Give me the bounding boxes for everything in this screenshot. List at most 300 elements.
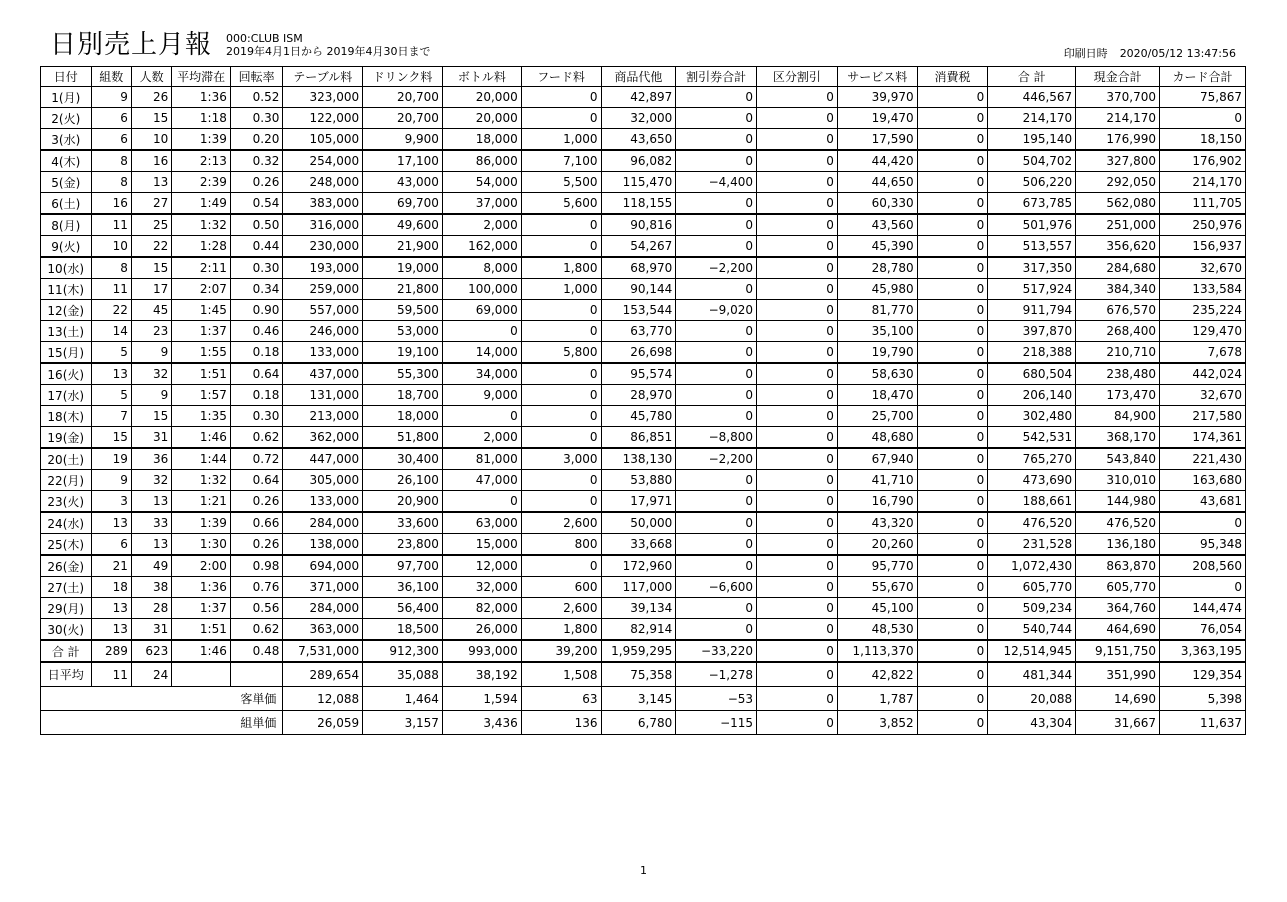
table-cell: 214,170 (988, 108, 1076, 129)
table-cell: 213,000 (283, 406, 363, 427)
table-cell: 59,500 (363, 300, 443, 321)
table-cell: 20,700 (363, 108, 443, 129)
table-cell: 464,690 (1076, 619, 1160, 641)
table-cell: 473,690 (988, 470, 1076, 491)
table-cell: 12,514,945 (988, 640, 1076, 662)
table-cell: 1,959,295 (601, 640, 676, 662)
table-row (41, 214, 1246, 236)
table-cell: 28,780 (837, 257, 917, 279)
table-cell: 53,000 (363, 321, 443, 342)
table-cell: 0 (917, 172, 988, 193)
table-cell: 362,000 (283, 427, 363, 449)
table-cell: 23,800 (363, 534, 443, 556)
table-cell: 55,300 (363, 363, 443, 385)
table-cell: 153,544 (601, 300, 676, 321)
table-cell: 0 (757, 279, 838, 300)
table-row (41, 534, 1246, 556)
table-cell: 16 (131, 150, 171, 172)
per-customer-row (41, 687, 1246, 711)
table-cell: 0 (757, 129, 838, 151)
table-cell: 310,010 (1076, 470, 1160, 491)
table-cell: 31 (131, 427, 171, 449)
table-cell: 0 (757, 577, 838, 598)
table-cell: 0 (917, 687, 988, 711)
table-cell: 0 (521, 236, 601, 258)
table-cell: 292,050 (1076, 172, 1160, 193)
table-cell: 0 (676, 598, 757, 619)
table-cell: 0 (757, 214, 838, 236)
table-cell: 542,531 (988, 427, 1076, 449)
column-header: 現金合計 (1076, 67, 1160, 87)
table-cell: 16 (91, 193, 131, 215)
table-cell: 51,800 (363, 427, 443, 449)
table-cell: 370,700 (1076, 87, 1160, 108)
table-cell: 90,144 (601, 279, 676, 300)
table-row (41, 363, 1246, 385)
table-cell: 0.62 (230, 619, 283, 641)
table-cell: 22 (91, 300, 131, 321)
table-cell: 8 (91, 257, 131, 279)
table-cell: 0 (757, 87, 838, 108)
table-cell: 0 (917, 577, 988, 598)
table-cell: 58,630 (837, 363, 917, 385)
table-cell: 39,970 (837, 87, 917, 108)
table-cell: 32,670 (1160, 257, 1246, 279)
table-row (41, 512, 1246, 534)
table-row (41, 385, 1246, 406)
table-cell: 13 (91, 363, 131, 385)
table-cell: 0 (521, 321, 601, 342)
table-cell: 84,900 (1076, 406, 1160, 427)
table-row (41, 619, 1246, 641)
table-cell: 317,350 (988, 257, 1076, 279)
table-cell: 210,710 (1076, 342, 1160, 364)
table-cell: 0.30 (230, 257, 283, 279)
table-cell: 911,794 (988, 300, 1076, 321)
table-cell: 1:45 (172, 300, 231, 321)
column-header: ボトル料 (442, 67, 521, 87)
table-cell: 11(木) (41, 279, 92, 300)
table-cell: 81,000 (442, 448, 521, 470)
table-cell: 26,059 (283, 711, 363, 735)
table-cell: 0 (521, 555, 601, 577)
table-cell: 13 (91, 512, 131, 534)
table-cell: 43,320 (837, 512, 917, 534)
table-cell: 15 (131, 406, 171, 427)
table-cell: 26,698 (601, 342, 676, 364)
table-cell: −2,200 (676, 257, 757, 279)
table-cell: 605,770 (988, 577, 1076, 598)
table-cell: 68,970 (601, 257, 676, 279)
table-cell: 0 (676, 193, 757, 215)
table-cell: 0 (757, 108, 838, 129)
table-cell: 11,637 (1160, 711, 1246, 735)
daily-sales-table (40, 66, 1246, 735)
table-cell: 1:57 (172, 385, 231, 406)
table-cell (230, 662, 283, 687)
table-cell: 32 (131, 470, 171, 491)
table-cell: −6,600 (676, 577, 757, 598)
table-cell: 0 (757, 619, 838, 641)
table-cell: 0 (757, 236, 838, 258)
table-cell: 0 (917, 448, 988, 470)
table-cell: 63 (521, 687, 601, 711)
table-cell: 0 (917, 598, 988, 619)
table-cell: 371,000 (283, 577, 363, 598)
table-cell: 25(木) (41, 534, 92, 556)
table-cell: 16(火) (41, 363, 92, 385)
table-cell: 1,594 (442, 687, 521, 711)
table-cell: 0.54 (230, 193, 283, 215)
table-cell: 437,000 (283, 363, 363, 385)
table-cell: 1:39 (172, 129, 231, 151)
table-cell: 1:49 (172, 193, 231, 215)
page-number: 1 (640, 864, 647, 877)
column-header: カード合計 (1160, 67, 1246, 87)
table-cell: 105,000 (283, 129, 363, 151)
column-header: 割引券合計 (676, 67, 757, 87)
table-cell: 18,700 (363, 385, 443, 406)
table-cell: 45,780 (601, 406, 676, 427)
table-cell: 0 (917, 662, 988, 687)
table-cell: 0 (917, 363, 988, 385)
column-header: 区分割引 (757, 67, 838, 87)
table-cell: 1:32 (172, 214, 231, 236)
table-cell: 69,000 (442, 300, 521, 321)
table-cell: 75,358 (601, 662, 676, 687)
table-cell: 0.26 (230, 534, 283, 556)
table-row (41, 577, 1246, 598)
table-cell: 26,000 (442, 619, 521, 641)
table-cell: 0 (757, 150, 838, 172)
table-cell: 122,000 (283, 108, 363, 129)
table-cell: 0.62 (230, 427, 283, 449)
table-cell: 0 (676, 385, 757, 406)
table-cell: 3,363,195 (1160, 640, 1246, 662)
table-cell: 163,680 (1160, 470, 1246, 491)
table-cell: 284,680 (1076, 257, 1160, 279)
table-cell: 13 (91, 619, 131, 641)
table-cell: 1,787 (837, 687, 917, 711)
table-cell: 364,760 (1076, 598, 1160, 619)
table-cell: 0.30 (230, 108, 283, 129)
table-cell: 0 (757, 470, 838, 491)
table-cell: 1:46 (172, 640, 231, 662)
table-cell: 289 (91, 640, 131, 662)
table-cell: 38 (131, 577, 171, 598)
table-cell: 162,000 (442, 236, 521, 258)
table-cell: 96,082 (601, 150, 676, 172)
table-cell: 0 (917, 534, 988, 556)
table-cell: 206,140 (988, 385, 1076, 406)
table-cell: 1:39 (172, 512, 231, 534)
table-row (41, 300, 1246, 321)
table-cell: 39,134 (601, 598, 676, 619)
table-cell: 15,000 (442, 534, 521, 556)
table-cell: 0.44 (230, 236, 283, 258)
table-cell: 0 (521, 427, 601, 449)
table-cell: 0 (917, 470, 988, 491)
table-cell: 0.48 (230, 640, 283, 662)
table-cell: 41,710 (837, 470, 917, 491)
table-cell: 0 (917, 512, 988, 534)
table-cell: 100,000 (442, 279, 521, 300)
table-cell: 188,661 (988, 491, 1076, 513)
table-cell: 31 (131, 619, 171, 641)
table-cell: 0.18 (230, 385, 283, 406)
table-cell: 0 (757, 363, 838, 385)
table-cell: 12,000 (442, 555, 521, 577)
table-cell: 384,340 (1076, 279, 1160, 300)
table-cell: 20,260 (837, 534, 917, 556)
table-cell: 557,000 (283, 300, 363, 321)
table-cell: 21 (91, 555, 131, 577)
table-cell: 2:11 (172, 257, 231, 279)
table-cell: 131,000 (283, 385, 363, 406)
table-cell: 0 (1160, 108, 1246, 129)
table-cell: 111,705 (1160, 193, 1246, 215)
table-cell: 3,157 (363, 711, 443, 735)
column-header: 人数 (131, 67, 171, 87)
table-row (41, 448, 1246, 470)
table-cell: 95,574 (601, 363, 676, 385)
table-cell: 20(土) (41, 448, 92, 470)
table-cell: −53 (676, 687, 757, 711)
table-cell: 38,192 (442, 662, 521, 687)
table-cell: 23 (131, 321, 171, 342)
table-cell: −4,400 (676, 172, 757, 193)
table-cell: 0 (676, 87, 757, 108)
table-cell: 623 (131, 640, 171, 662)
table-cell: 53,880 (601, 470, 676, 491)
table-cell: 54,267 (601, 236, 676, 258)
table-cell: 0.30 (230, 406, 283, 427)
table-cell: 20,000 (442, 108, 521, 129)
table-cell: 0 (676, 534, 757, 556)
table-cell: 25,700 (837, 406, 917, 427)
table-cell: −115 (676, 711, 757, 735)
table-cell: 176,990 (1076, 129, 1160, 151)
table-cell: 34,000 (442, 363, 521, 385)
table-cell: 316,000 (283, 214, 363, 236)
table-cell: 217,580 (1160, 406, 1246, 427)
table-cell: 156,937 (1160, 236, 1246, 258)
table-cell: 368,170 (1076, 427, 1160, 449)
table-cell: 24 (131, 662, 171, 687)
table-cell: 26(金) (41, 555, 92, 577)
table-cell: 9 (131, 385, 171, 406)
table-cell: 12,088 (283, 687, 363, 711)
table-cell: 0 (676, 321, 757, 342)
table-cell: 63,000 (442, 512, 521, 534)
table-cell: 45,390 (837, 236, 917, 258)
table-cell: 562,080 (1076, 193, 1160, 215)
table-cell: 18 (91, 577, 131, 598)
table-header-row (41, 67, 1246, 87)
table-cell: 0 (676, 619, 757, 641)
table-cell: 138,000 (283, 534, 363, 556)
table-cell: 17 (131, 279, 171, 300)
table-cell: 9(火) (41, 236, 92, 258)
table-cell: 29(月) (41, 598, 92, 619)
table-cell: 15 (91, 427, 131, 449)
table-cell: 8,000 (442, 257, 521, 279)
table-cell: 22 (131, 236, 171, 258)
table-row (41, 427, 1246, 449)
table-cell: 214,170 (1160, 172, 1246, 193)
table-cell: 23(火) (41, 491, 92, 513)
table-cell: 0 (757, 300, 838, 321)
table-cell: 173,470 (1076, 385, 1160, 406)
table-cell: 2,000 (442, 427, 521, 449)
table-row (41, 406, 1246, 427)
table-cell: 32 (131, 363, 171, 385)
table-cell: 13 (131, 534, 171, 556)
table-cell: 0.66 (230, 512, 283, 534)
table-cell: 0.52 (230, 87, 283, 108)
table-cell: 2:07 (172, 279, 231, 300)
table-cell: 0 (757, 406, 838, 427)
table-cell: 2(火) (41, 108, 92, 129)
table-cell: 27(土) (41, 577, 92, 598)
table-cell: 0 (521, 363, 601, 385)
table-cell: 49 (131, 555, 171, 577)
table-cell: 82,000 (442, 598, 521, 619)
table-cell: 7,531,000 (283, 640, 363, 662)
table-cell: 863,870 (1076, 555, 1160, 577)
table-cell: 0.26 (230, 491, 283, 513)
table-cell: 14,690 (1076, 687, 1160, 711)
table-cell: −8,800 (676, 427, 757, 449)
table-row (41, 279, 1246, 300)
table-cell: 129,354 (1160, 662, 1246, 687)
table-cell: 18,500 (363, 619, 443, 641)
table-cell: 20,088 (988, 687, 1076, 711)
table-cell: 0 (757, 711, 838, 735)
table-cell: 0 (521, 87, 601, 108)
table-cell: −33,220 (676, 640, 757, 662)
table-cell: 673,785 (988, 193, 1076, 215)
table-cell: 3,000 (521, 448, 601, 470)
table-cell: 1:37 (172, 321, 231, 342)
table-cell: 12(金) (41, 300, 92, 321)
table-cell: 20,900 (363, 491, 443, 513)
table-cell: 144,474 (1160, 598, 1246, 619)
table-cell: 305,000 (283, 470, 363, 491)
table-cell: 36,100 (363, 577, 443, 598)
table-cell: 136,180 (1076, 534, 1160, 556)
table-cell: 0 (676, 150, 757, 172)
table-cell: 1:44 (172, 448, 231, 470)
table-cell: 5 (91, 342, 131, 364)
table-cell: 235,224 (1160, 300, 1246, 321)
table-cell: 0 (757, 555, 838, 577)
report-period: 2019年4月1日から 2019年4月30日まで (226, 45, 431, 58)
table-cell: 0 (917, 257, 988, 279)
table-cell: 33 (131, 512, 171, 534)
table-cell: 0 (917, 150, 988, 172)
table-cell: 0.34 (230, 279, 283, 300)
table-cell: 0 (521, 214, 601, 236)
table-cell: 5,600 (521, 193, 601, 215)
table-cell: 0 (676, 470, 757, 491)
table-cell: 9 (91, 470, 131, 491)
table-cell: 43,681 (1160, 491, 1246, 513)
table-cell: 6(土) (41, 193, 92, 215)
table-cell: 230,000 (283, 236, 363, 258)
table-cell: 18,470 (837, 385, 917, 406)
table-cell: 28 (131, 598, 171, 619)
table-cell: 0 (917, 279, 988, 300)
table-cell: 48,680 (837, 427, 917, 449)
table-cell: 0 (917, 385, 988, 406)
table-cell: 351,990 (1076, 662, 1160, 687)
table-cell: 284,000 (283, 598, 363, 619)
table-cell: 6 (91, 129, 131, 151)
table-cell: 195,140 (988, 129, 1076, 151)
table-row (41, 236, 1246, 258)
table-cell: 1:18 (172, 108, 231, 129)
table-cell: 0 (917, 555, 988, 577)
table-cell: 506,220 (988, 172, 1076, 193)
table-cell: 26,100 (363, 470, 443, 491)
table-cell: 30(火) (41, 619, 92, 641)
table-cell: 138,130 (601, 448, 676, 470)
table-cell: 15 (131, 108, 171, 129)
table-cell: 0 (757, 193, 838, 215)
table-cell: 63,770 (601, 321, 676, 342)
table-cell: 14 (91, 321, 131, 342)
table-cell: 0 (1160, 512, 1246, 534)
table-cell: 476,520 (988, 512, 1076, 534)
table-cell: 397,870 (988, 321, 1076, 342)
table-cell: 1:51 (172, 363, 231, 385)
table-cell: 0 (917, 619, 988, 641)
table-cell: 19,790 (837, 342, 917, 364)
table-cell: 246,000 (283, 321, 363, 342)
table-cell: 0 (676, 214, 757, 236)
table-cell: 43,650 (601, 129, 676, 151)
table-cell: 323,000 (283, 87, 363, 108)
table-cell: 0 (757, 257, 838, 279)
table-cell: 10(水) (41, 257, 92, 279)
per-group-row (41, 711, 1246, 735)
table-cell: 0 (917, 87, 988, 108)
table-cell: 39,200 (521, 640, 601, 662)
table-cell: 31,667 (1076, 711, 1160, 735)
table-cell: 日平均 (41, 662, 92, 687)
table-cell: 0 (676, 236, 757, 258)
column-header: 合 計 (988, 67, 1076, 87)
table-cell: 289,654 (283, 662, 363, 687)
table-row (41, 491, 1246, 513)
print-datetime-label: 印刷日時 (1063, 47, 1108, 60)
table-cell: 0 (676, 108, 757, 129)
table-cell: 238,480 (1076, 363, 1160, 385)
table-cell: 0.26 (230, 172, 283, 193)
table-cell: 32,000 (442, 577, 521, 598)
table-cell: 33,668 (601, 534, 676, 556)
table-cell: 合 計 (41, 640, 92, 662)
table-row (41, 172, 1246, 193)
table-cell: 20,000 (442, 87, 521, 108)
table-cell: 16,790 (837, 491, 917, 513)
table-cell: 11 (91, 214, 131, 236)
table-cell: 509,234 (988, 598, 1076, 619)
table-cell: 48,530 (837, 619, 917, 641)
table-cell: 56,400 (363, 598, 443, 619)
table-row (41, 150, 1246, 172)
